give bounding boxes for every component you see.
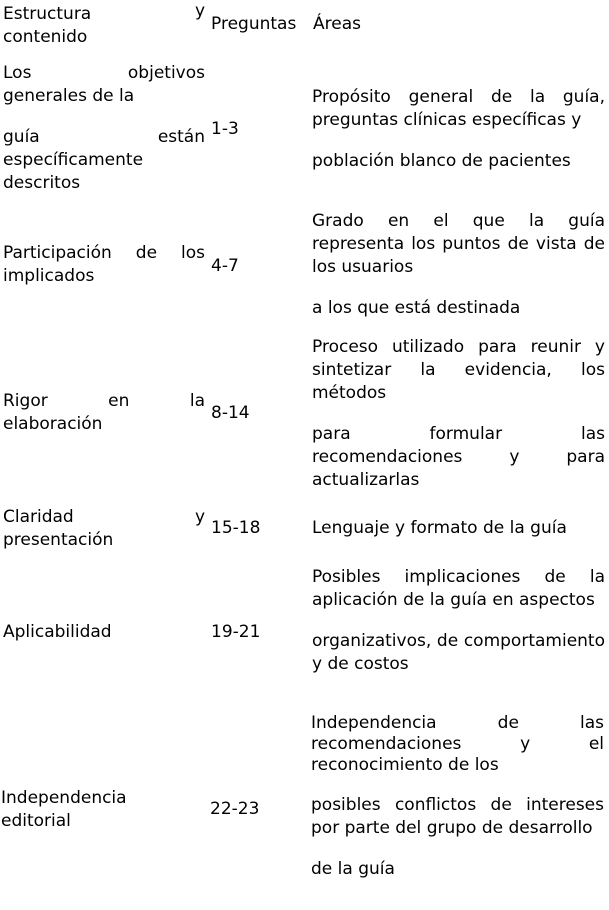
domain-line: Independencia: [1, 788, 127, 808]
area-paragraph: Independencia de las recomendaciones y el reconocimiento de los: [311, 713, 604, 775]
domain-cell: [1, 787, 205, 833]
area-cell: [312, 566, 605, 676]
header-col1-y: y: [194, 1, 205, 21]
area-paragraph: a los que está destinada: [312, 298, 521, 318]
area-cell: [312, 86, 605, 173]
domain-line: presentación: [3, 530, 114, 550]
area-paragraph: organizativos, de comportamiento y de costos: [312, 631, 605, 674]
domain-line: descritos: [3, 173, 81, 193]
domain-line: Aplicabilidad: [3, 622, 112, 642]
area-paragraph: posibles conflictos de intereses por parte del grupo de desarrollo: [311, 795, 604, 838]
header-areas: Áreas: [313, 14, 361, 34]
domain-line: Rigor en la: [3, 391, 205, 411]
area-paragraph: para formular las recomendaciones y para actualizarlas: [312, 424, 605, 490]
domain-cell: [3, 242, 205, 288]
domain-line: Participación de los: [3, 243, 205, 263]
area-paragraph: Propósito general de la guía, preguntas clínicas específicas y: [312, 87, 605, 130]
domain-line: específicamente: [3, 150, 144, 170]
questions-cell: 15-18: [211, 518, 261, 538]
questions-cell: 19-21: [211, 622, 261, 642]
header-estructura-contenido: [3, 3, 205, 49]
area-paragraph: población blanco de pacientes: [312, 151, 571, 171]
domain-line: implicados: [3, 266, 95, 286]
domain-cell: [3, 506, 205, 552]
domain-line: generales de la: [3, 86, 135, 106]
domain-line: Claridad y: [3, 507, 205, 527]
domain-cell: [3, 62, 205, 195]
area-paragraph: Proceso utilizado para reunir y sintetizar la evidencia, los métodos: [312, 337, 605, 403]
header-preguntas: Preguntas: [211, 14, 297, 34]
area-cell: [312, 517, 605, 540]
domain-cell: [3, 621, 205, 644]
domain-line: guía están: [3, 127, 205, 147]
area-cell: [312, 336, 605, 492]
header-col1-line1: Estructura: [3, 4, 92, 24]
area-paragraph: Posibles implicaciones de la aplicación de la guía en aspectos: [312, 567, 605, 610]
questions-cell: 8-14: [211, 403, 250, 423]
domain-line: elaboración: [3, 414, 103, 434]
area-paragraph: Grado en el que la guía representa los puntos de vista de los usuarios: [312, 211, 605, 277]
domain-line: editorial: [1, 811, 71, 831]
domain-cell: [3, 390, 205, 436]
questions-cell: 1-3: [211, 119, 239, 139]
questions-cell: 4-7: [211, 256, 239, 276]
area-cell: [311, 713, 604, 881]
domain-line: Los objetivos: [3, 63, 205, 83]
area-paragraph: Lenguaje y formato de la guía: [312, 518, 567, 538]
header-col1-line2: contenido: [3, 27, 88, 47]
area-cell: [312, 210, 605, 320]
area-paragraph: de la guía: [311, 859, 395, 879]
questions-cell: 22-23: [210, 799, 260, 819]
